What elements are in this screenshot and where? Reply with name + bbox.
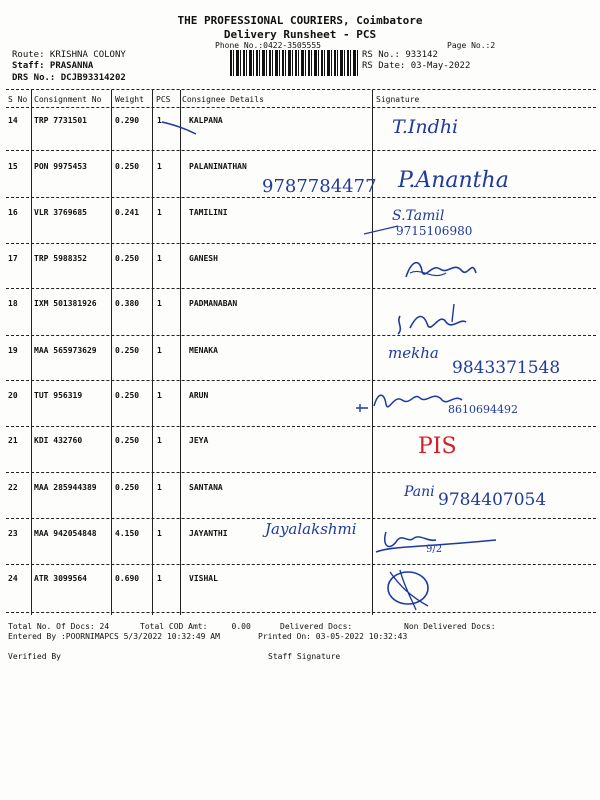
row-rule (6, 335, 596, 336)
row-rule (6, 197, 596, 198)
row-sno: 20 (8, 391, 18, 400)
non-delivered-docs: Non Delivered Docs: (404, 622, 496, 631)
row-consignment: TUT 956319 (34, 391, 83, 400)
row-pcs: 1 (157, 574, 162, 583)
row-sno: 22 (8, 483, 18, 492)
signature-row-15: P.Anantha (398, 168, 509, 193)
row-consignee: PALANINATHAN (189, 162, 247, 171)
row-weight: 0.250 (115, 346, 140, 355)
sheet-title: Delivery Runsheet - PCS (223, 28, 377, 41)
signature-row-16: S.Tamil (392, 208, 445, 224)
row-weight: 0.250 (115, 162, 140, 171)
row-rule (6, 426, 596, 427)
row-rule (6, 288, 596, 289)
total-cod: Total COD Amt: 0.00 (140, 622, 251, 631)
row-pcs: 1 (157, 346, 162, 355)
row-pcs: 1 (157, 208, 162, 217)
row-consignee: TAMILINI (189, 208, 228, 217)
signature-row-17 (402, 255, 482, 285)
row-consignee: VISHAL (189, 574, 218, 583)
printed-on: Printed On: 03-05-2022 10:32:43 (258, 632, 408, 641)
col-signature: Signature (376, 95, 420, 104)
row-rule (6, 380, 596, 381)
barcode (230, 50, 360, 76)
row-weight: 0.250 (115, 483, 140, 492)
tick-mark (160, 120, 200, 136)
row-consignment: KDI 432760 (34, 436, 83, 445)
row-rule (6, 472, 596, 473)
row-consignee: JEYA (189, 436, 209, 445)
row-weight: 0.690 (115, 574, 140, 583)
row-consignee: MENAKA (189, 346, 218, 355)
row-pcs: 1 (157, 391, 162, 400)
row-consignment: TRP 7731501 (34, 116, 87, 125)
row-sno: 19 (8, 346, 18, 355)
col-sno: S No (8, 95, 28, 104)
signature-row-22: Pani (404, 484, 435, 500)
row-consignment: VLR 3769685 (34, 208, 87, 217)
phone-number: Phone No.:0422-3505555 (215, 41, 321, 50)
row-rule (6, 612, 596, 613)
signature-row-24 (380, 566, 440, 612)
row-rule (6, 243, 596, 244)
staff-signature: Staff Signature (268, 652, 341, 661)
row-sno: 23 (8, 529, 18, 538)
arrow-mark (360, 222, 400, 238)
row-consignment: IXM 501381926 (34, 299, 97, 308)
row-weight: 4.150 (115, 529, 140, 538)
row-pcs: 1 (157, 483, 162, 492)
row-weight: 0.380 (115, 299, 140, 308)
col-consignment: Consignment No (34, 95, 102, 104)
row-consignee: PADMANABAN (189, 299, 238, 308)
delivered-docs: Delivered Docs: (280, 622, 353, 631)
verified-by: Verified By (8, 652, 61, 661)
row-consignment: PON 9975453 (34, 162, 87, 171)
row-pcs: 1 (157, 254, 162, 263)
row-pcs: 1 (157, 299, 162, 308)
signature-row-19: mekha (388, 344, 439, 362)
row-rule (6, 518, 596, 519)
name-note-row-23: Jayalakshmi (265, 520, 357, 538)
col-divider (180, 90, 181, 615)
row-consignment: TRP 5988352 (34, 254, 87, 263)
signature-row-18 (394, 302, 474, 338)
phone-row-20: 8610694492 (448, 403, 518, 416)
phone-row-16: 9715106980 (396, 224, 473, 238)
row-consignment: MAA 942054848 (34, 529, 97, 538)
row-consignee: JAYANTHI (189, 529, 228, 538)
phone-row-22: 9784407054 (438, 490, 547, 510)
row-consignee: GANESH (189, 254, 218, 263)
row-weight: 0.250 (115, 391, 140, 400)
phone-row-15: 9787784477 (262, 176, 377, 197)
signature-row-14: T.Indhi (392, 116, 459, 138)
page-number: Page No.:2 (447, 41, 496, 50)
col-divider (152, 90, 153, 615)
route: Route: KRISHNA COLONY (12, 50, 126, 60)
row-pcs: 1 (157, 116, 162, 125)
row-consignment: ATR 3099564 (34, 574, 87, 583)
drs-number: DRS No.: DCJB93314202 (12, 73, 126, 83)
row-rule (6, 150, 596, 151)
row-sno: 14 (8, 116, 18, 125)
row-consignment: MAA 285944389 (34, 483, 97, 492)
row-consignee: SANTANA (189, 483, 223, 492)
rs-date: RS Date: 03-May-2022 (362, 61, 471, 71)
col-weight: Weight (115, 95, 144, 104)
row-pcs: 1 (157, 529, 162, 538)
col-divider (31, 90, 32, 615)
header-rule-bottom (6, 107, 596, 108)
phone-row-19: 9843371548 (452, 358, 561, 378)
company-title: THE PROFESSIONAL COURIERS, Coimbatore (177, 14, 423, 27)
row-pcs: 1 (157, 162, 162, 171)
total-docs: Total No. Of Docs: 24 (8, 622, 110, 631)
row-weight: 0.241 (115, 208, 140, 217)
col-divider (111, 90, 112, 615)
row-sno: 16 (8, 208, 18, 217)
row-pcs: 1 (157, 436, 162, 445)
row-sno: 18 (8, 299, 18, 308)
row-weight: 0.250 (115, 254, 140, 263)
row-consignment: MAA 565973629 (34, 346, 97, 355)
signature-row-21: PIS (418, 434, 457, 459)
col-consignee: Consignee Details (182, 95, 264, 104)
row-consignee: ARUN (189, 391, 209, 400)
row-weight: 0.250 (115, 436, 140, 445)
col-pcs: PCS (156, 95, 171, 104)
row-sno: 24 (8, 574, 18, 583)
row-sno: 17 (8, 254, 18, 263)
row-sno: 15 (8, 162, 18, 171)
row-weight: 0.290 (115, 116, 140, 125)
rs-number: RS No.: 933142 (362, 50, 438, 60)
entered-by: Entered By :POORNIMAPCS 5/3/2022 10:32:49 AM (8, 632, 220, 641)
row-consignee: KALPANA (189, 116, 223, 125)
header-rule-top (6, 89, 596, 90)
row-sno: 21 (8, 436, 18, 445)
row-rule (6, 564, 596, 565)
note-row-23: 9/2 (426, 544, 443, 555)
staff: Staff: PRASANNA (12, 61, 94, 71)
